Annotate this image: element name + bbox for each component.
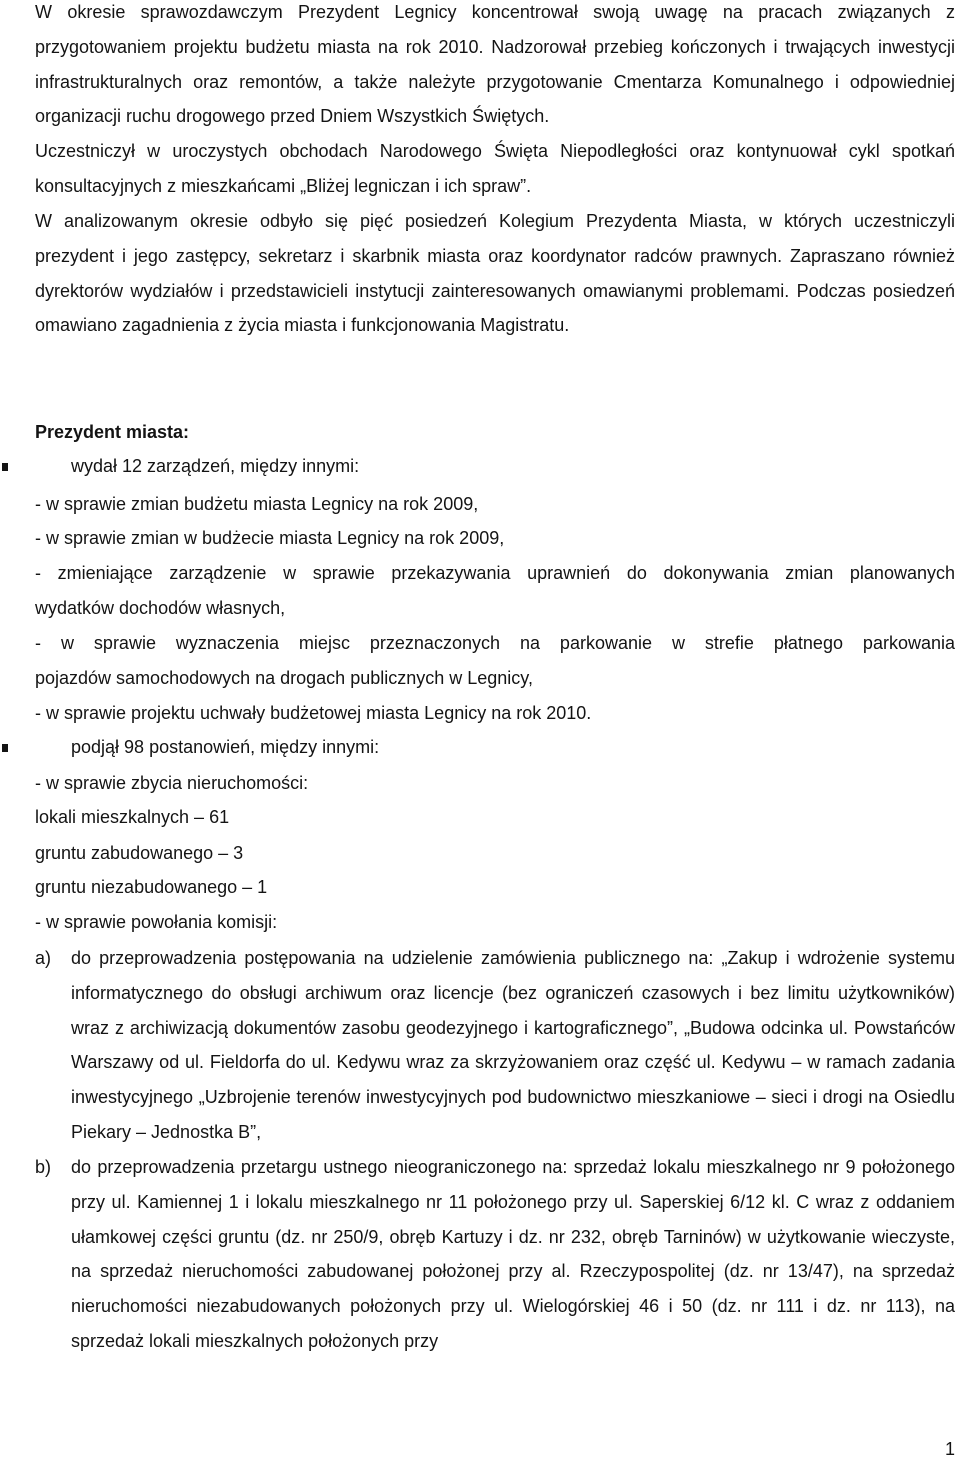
- list-item: gruntu zabudowanego – 3: [35, 843, 244, 863]
- paragraph-collegium: W analizowanym okresie odbyło się pięć posiedzeń Kolegium Prezydenta Miasta, w których uczestniczyli prezydent i jego zastępcy, sekretarz i skarbnik miasta oraz koordynator radców prawnych. Zapraszano również dyrektorów wydziałów i przedstawicieli instytucji zainteresowanych omawianymi problemami. Podczas posiedzeń omawiano zagadnienia z życia miasta i funkcjonowania Magistratu.: [35, 211, 955, 336]
- list-item: - w sprawie projektu uchwały budżetowej miasta Legnicy na rok 2010.: [35, 703, 592, 723]
- list-item-continuation: wydatków dochodów własnych,: [35, 598, 286, 618]
- bullet-ordinances-text: wydał 12 zarządzeń, między innymi:: [71, 456, 360, 476]
- list-item: - w sprawie wyznaczenia miejsc przeznaczonych na parkowanie w strefie płatnego parkowania: [35, 633, 955, 653]
- section-title: Prezydent miasta:: [35, 422, 190, 442]
- item-text: do przeprowadzenia postępowania na udzielenie zamówienia publicznego na: „Zakup i wdrożenie systemu informatycznego do obsługi archiwum oraz licencje (bez ograniczeń czasowych i bez limitu użytkowników) wraz z archiwizacją dokumentów zasobu geodezyjnego i kartograficznego”, „Budowa odcinka ul. Powstańców Warszawy od ul. Fieldorfa do ul. Kedywu wraz za skrzyżowaniem oraz część ul. Kedywu – w ramach zadania inwestycyjnego „Uzbrojenie terenów inwestycyjnych pod budownictwo mieszkaniowe – sieci i drogi na Osiedlu Piekary – Jednostka B”,: [71, 948, 955, 1142]
- list-item: lokali mieszkalnych – 61: [35, 807, 230, 827]
- bullet-square-icon: [2, 744, 8, 752]
- item-label: b): [35, 1157, 52, 1177]
- list-item-continuation: pojazdów samochodowych na drogach publicznych w Legnicy,: [35, 668, 533, 688]
- bullet-decisions-text: podjął 98 postanowień, między innymi:: [71, 737, 380, 757]
- list-item: - w sprawie powołania komisji:: [35, 912, 278, 932]
- bullet-square-icon: [2, 463, 8, 471]
- list-item: gruntu niezabudowanego – 1: [35, 877, 268, 897]
- page-number: 1: [944, 1439, 955, 1459]
- item-text: do przeprowadzenia przetargu ustnego nieograniczonego na: sprzedaż lokalu mieszkalnego nr 9 położonego przy ul. Kamiennej 1 i lokalu mieszkalnego nr 11 położonego przy ul. Saperskiej 6/12 kl. C wraz z oddaniem ułamkowej części gruntu (dz. nr 250/9, obręb Kartuzy i dz. nr 232, obręb Tarninów) w użytkowanie wieczyste, na sprzedaż nieruchomości zabudowanej położonej przy al. Rzeczypospolitej (dz. nr 13/47), na sprzedaż nieruchomości niezabudowanych położonych przy ul. Wielogórskiej 46 i 50 (dz. nr 111 i dz. nr 113), na sprzedaż lokali mieszkalnych położonych przy: [71, 1157, 955, 1351]
- list-item: - w sprawie zbycia nieruchomości:: [35, 773, 309, 793]
- paragraph-celebrations: Uczestniczył w uroczystych obchodach Narodowego Święta Niepodległości oraz kontynuował cykl spotkań konsultacyjnych z mieszkańcami „Bliżej legniczan i ich spraw”.: [35, 141, 955, 196]
- list-item: - w sprawie zmian w budżecie miasta Legnicy na rok 2009,: [35, 528, 505, 548]
- paragraph-intro: W okresie sprawozdawczym Prezydent Legnicy koncentrował swoją uwagę na pracach związanych z przygotowaniem projektu budżetu miasta na rok 2010. Nadzorował przebieg kończonych i trwających inwestycji infrastrukturalnych oraz remontów, a także należyte przygotowanie Cmentarza Komunalnego i odpowiedniej organizacji ruchu drogowego przed Dniem Wszystkich Świętych.: [35, 2, 955, 127]
- list-item: - w sprawie zmian budżetu miasta Legnicy na rok 2009,: [35, 494, 479, 514]
- list-item: - zmieniające zarządzenie w sprawie przekazywania uprawnień do dokonywania zmian planowanych: [35, 563, 955, 583]
- item-label: a): [35, 948, 52, 968]
